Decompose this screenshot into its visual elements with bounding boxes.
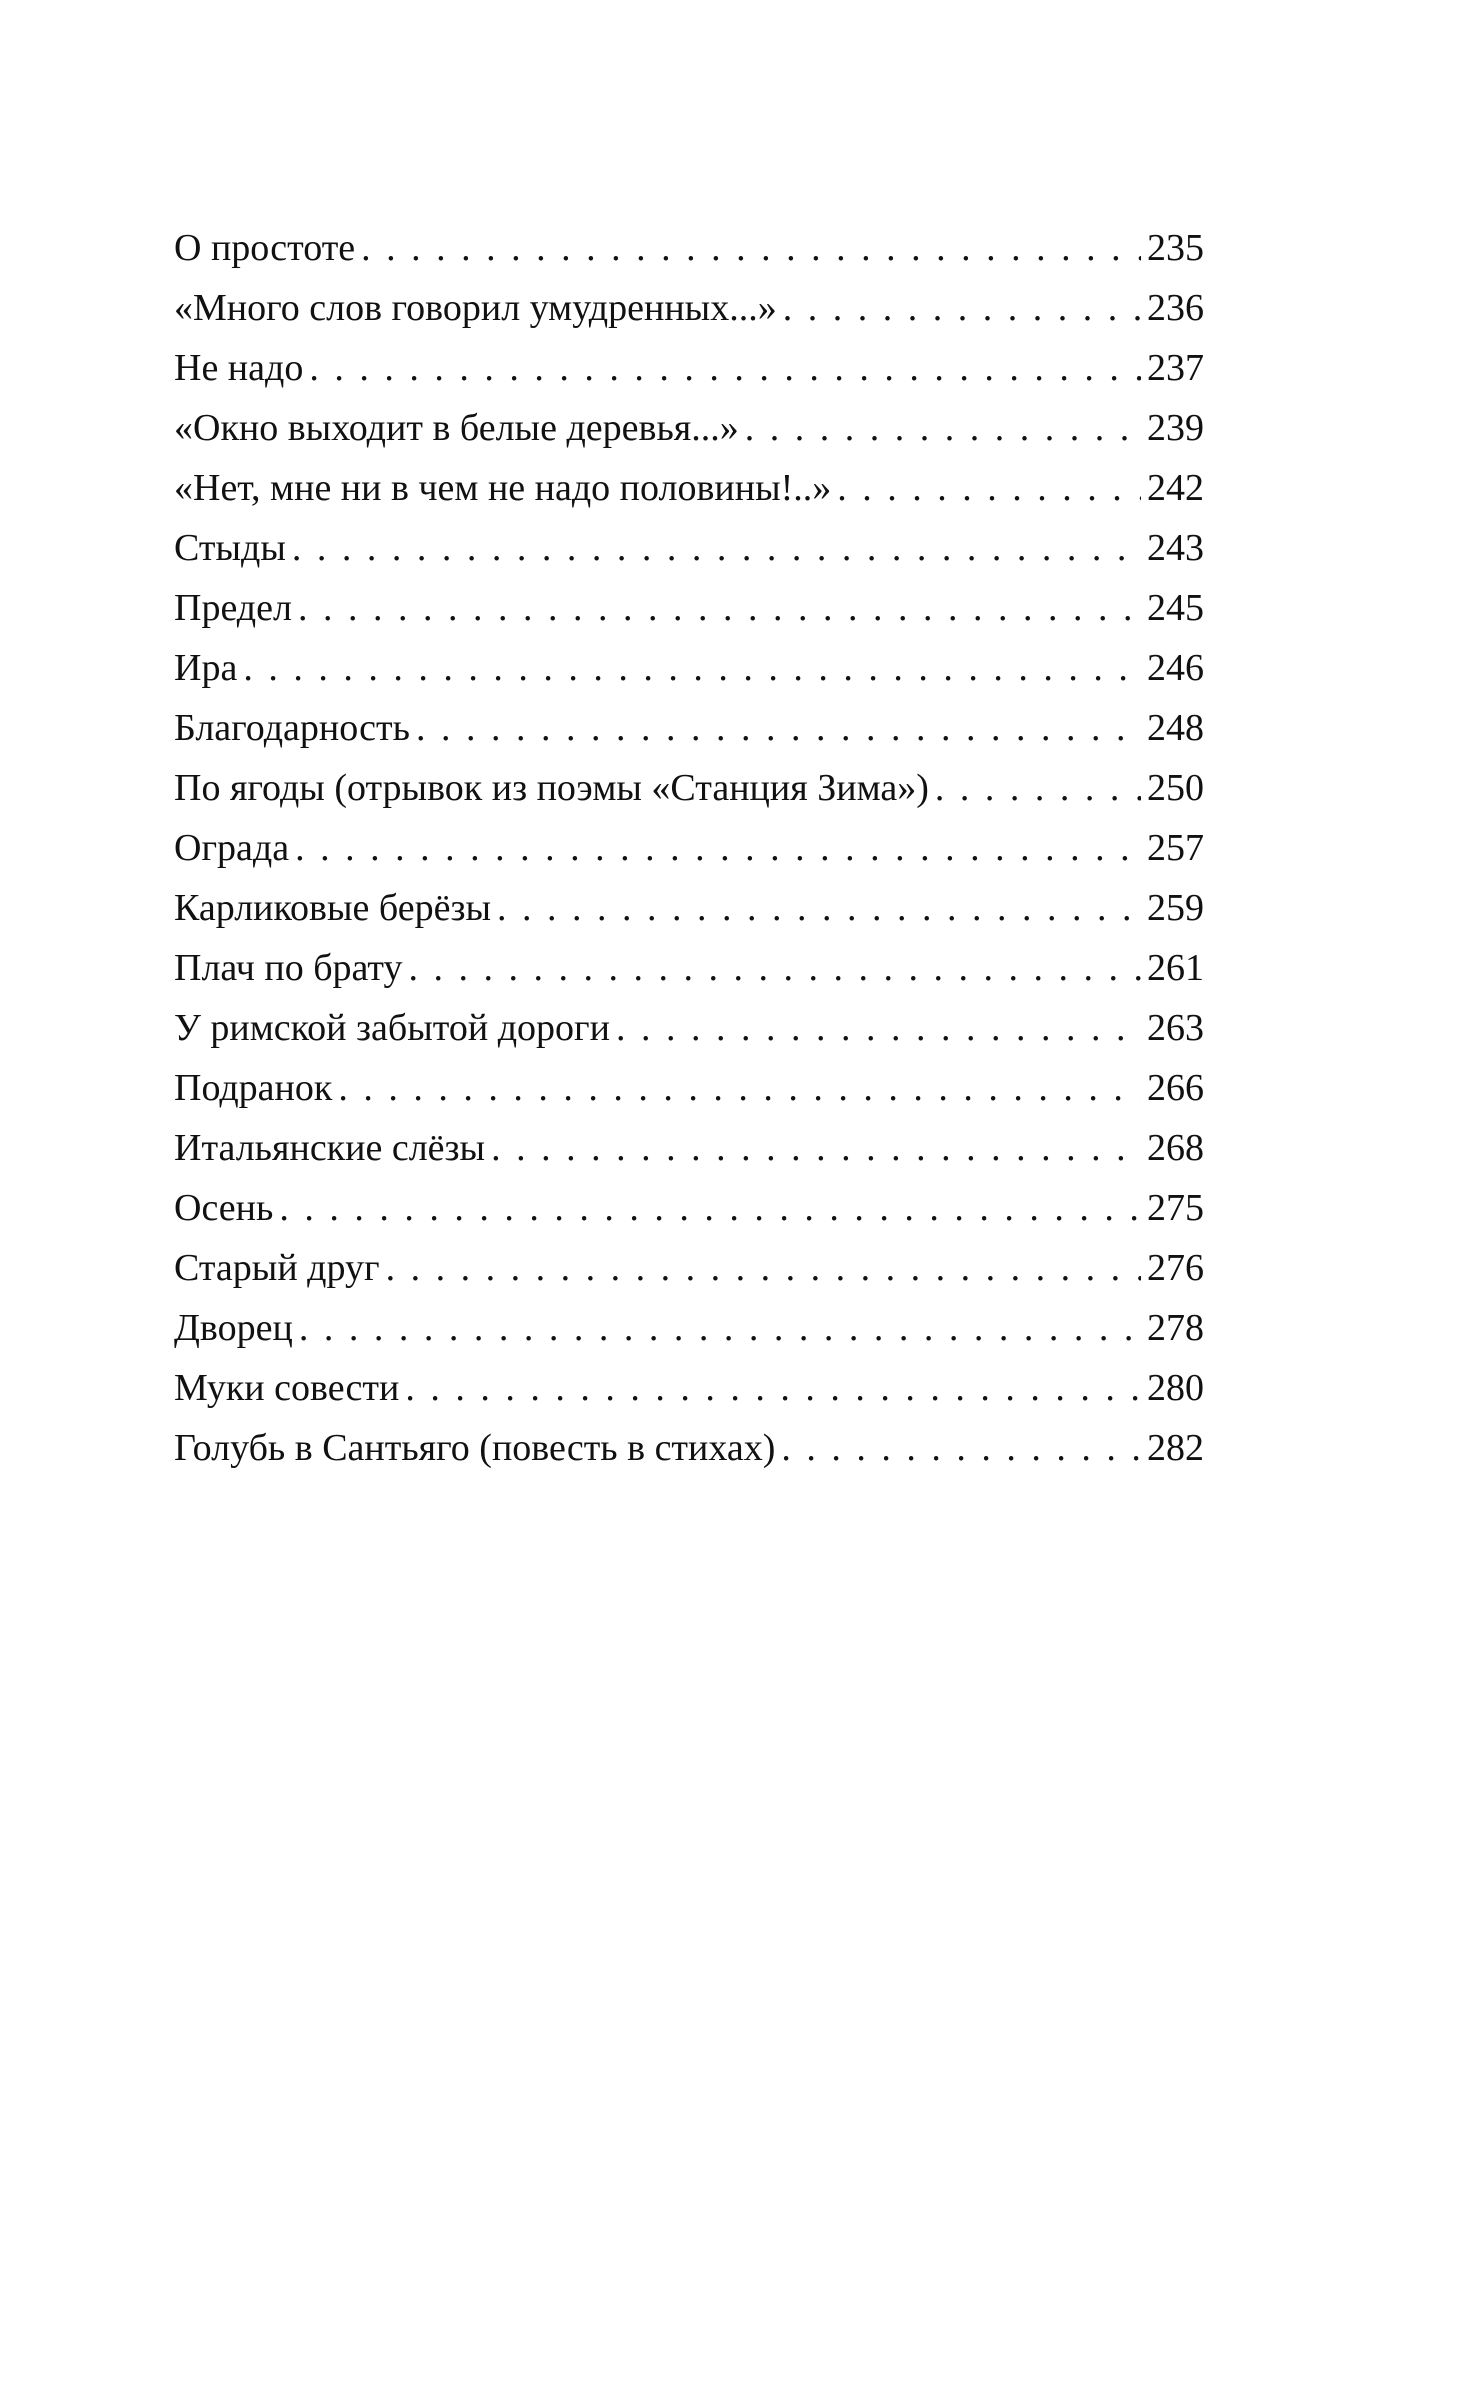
toc-entry[interactable] — [174, 938, 1204, 998]
toc-entry-page: 278 — [1147, 1307, 1204, 1349]
toc-entry-title: Ира — [174, 647, 238, 689]
toc-entry[interactable] — [174, 218, 1204, 278]
toc-dot-leader — [295, 818, 1141, 878]
toc-dot-leader — [243, 638, 1141, 698]
toc-entry-page: 282 — [1147, 1427, 1204, 1469]
toc-dot-leader — [783, 278, 1141, 338]
toc-entry[interactable] — [174, 998, 1204, 1058]
toc-entry[interactable] — [174, 1418, 1204, 1478]
toc-entry-title: «Окно выходит в белые деревья...» — [174, 407, 739, 449]
toc-dot-leader — [309, 338, 1141, 398]
toc-dot-leader — [416, 698, 1141, 758]
toc-entry[interactable] — [174, 1118, 1204, 1178]
toc-dot-leader — [298, 578, 1141, 638]
toc-dot-leader — [405, 1358, 1141, 1418]
toc-dot-leader — [292, 518, 1141, 578]
toc-dot-leader — [409, 938, 1141, 998]
toc-entry-page: 250 — [1147, 767, 1204, 809]
toc-entry[interactable] — [174, 578, 1204, 638]
toc-entry-page: 268 — [1147, 1127, 1204, 1169]
toc-entry-page: 243 — [1147, 527, 1204, 569]
toc-entry-title: Карликовые берёзы — [174, 887, 491, 929]
toc-entry-title: По ягоды (отрывок из поэмы «Станция Зима») — [174, 767, 929, 809]
toc-dot-leader — [299, 1298, 1141, 1358]
toc-entry[interactable] — [174, 1178, 1204, 1238]
toc-entry-page: 239 — [1147, 407, 1204, 449]
toc-dot-leader — [386, 1238, 1141, 1298]
toc-dot-leader — [279, 1178, 1141, 1238]
toc-dot-leader — [745, 398, 1141, 458]
toc-dot-leader — [338, 1058, 1141, 1118]
toc-entry[interactable] — [174, 1358, 1204, 1418]
toc-entry-title: Осень — [174, 1187, 274, 1229]
toc-dot-leader — [837, 458, 1141, 518]
toc-entry[interactable] — [174, 758, 1204, 818]
toc-entry-page: 266 — [1147, 1067, 1204, 1109]
toc-entry[interactable] — [174, 1238, 1204, 1298]
toc-entry-title: Итальянские слёзы — [174, 1127, 486, 1169]
toc-entry-title: Старый друг — [174, 1247, 380, 1289]
toc-entry-title: Благодарность — [174, 707, 410, 749]
toc-entry-title: Ограда — [174, 827, 290, 869]
toc-entry-page: 236 — [1147, 287, 1204, 329]
toc-entry[interactable] — [174, 1058, 1204, 1118]
toc-entry-page: 242 — [1147, 467, 1204, 509]
toc-entry-title: Стыды — [174, 527, 286, 569]
toc-entry-title: «Много слов говорил умудренных...» — [174, 287, 777, 329]
toc-entry-page: 259 — [1147, 887, 1204, 929]
toc-dot-leader — [935, 758, 1141, 818]
toc-entry[interactable] — [174, 638, 1204, 698]
toc-entry-page: 275 — [1147, 1187, 1204, 1229]
toc-entry-page: 245 — [1147, 587, 1204, 629]
toc-entry-title: О простоте — [174, 227, 356, 269]
toc-dot-leader — [497, 878, 1141, 938]
toc-entry-title: «Нет, мне ни в чем не надо половины!..» — [174, 467, 832, 509]
toc-entry-page: 237 — [1147, 347, 1204, 389]
toc-entry-page: 235 — [1147, 227, 1204, 269]
toc-entry-page: 276 — [1147, 1247, 1204, 1289]
toc-entry[interactable] — [174, 818, 1204, 878]
toc-entry-page: 248 — [1147, 707, 1204, 749]
toc-entry-title: Подранок — [174, 1067, 333, 1109]
toc-dot-leader — [361, 218, 1141, 278]
toc-entry-title: Муки совести — [174, 1367, 400, 1409]
toc-entry[interactable] — [174, 458, 1204, 518]
toc-entry-page: 246 — [1147, 647, 1204, 689]
toc-entry-title: Не надо — [174, 347, 304, 389]
toc-entry[interactable] — [174, 698, 1204, 758]
toc-entry-title: Плач по брату — [174, 947, 403, 989]
toc-dot-leader — [616, 998, 1141, 1058]
toc-entry-page: 263 — [1147, 1007, 1204, 1049]
toc-entry-title: Голубь в Сантьяго (повесть в стихах) — [174, 1427, 776, 1469]
toc-entry-page: 280 — [1147, 1367, 1204, 1409]
toc-entry[interactable] — [174, 518, 1204, 578]
toc-entry-page: 261 — [1147, 947, 1204, 989]
table-of-contents — [174, 218, 1204, 1478]
toc-dot-leader — [781, 1418, 1141, 1478]
toc-entry[interactable] — [174, 278, 1204, 338]
toc-entry[interactable] — [174, 1298, 1204, 1358]
toc-entry[interactable] — [174, 338, 1204, 398]
toc-entry[interactable] — [174, 878, 1204, 938]
toc-entry-page: 257 — [1147, 827, 1204, 869]
toc-entry-title: Предел — [174, 587, 292, 629]
toc-entry-title: У римской забытой дороги — [174, 1007, 610, 1049]
toc-entry[interactable] — [174, 398, 1204, 458]
toc-dot-leader — [491, 1118, 1141, 1178]
toc-entry-title: Дворец — [174, 1307, 293, 1349]
